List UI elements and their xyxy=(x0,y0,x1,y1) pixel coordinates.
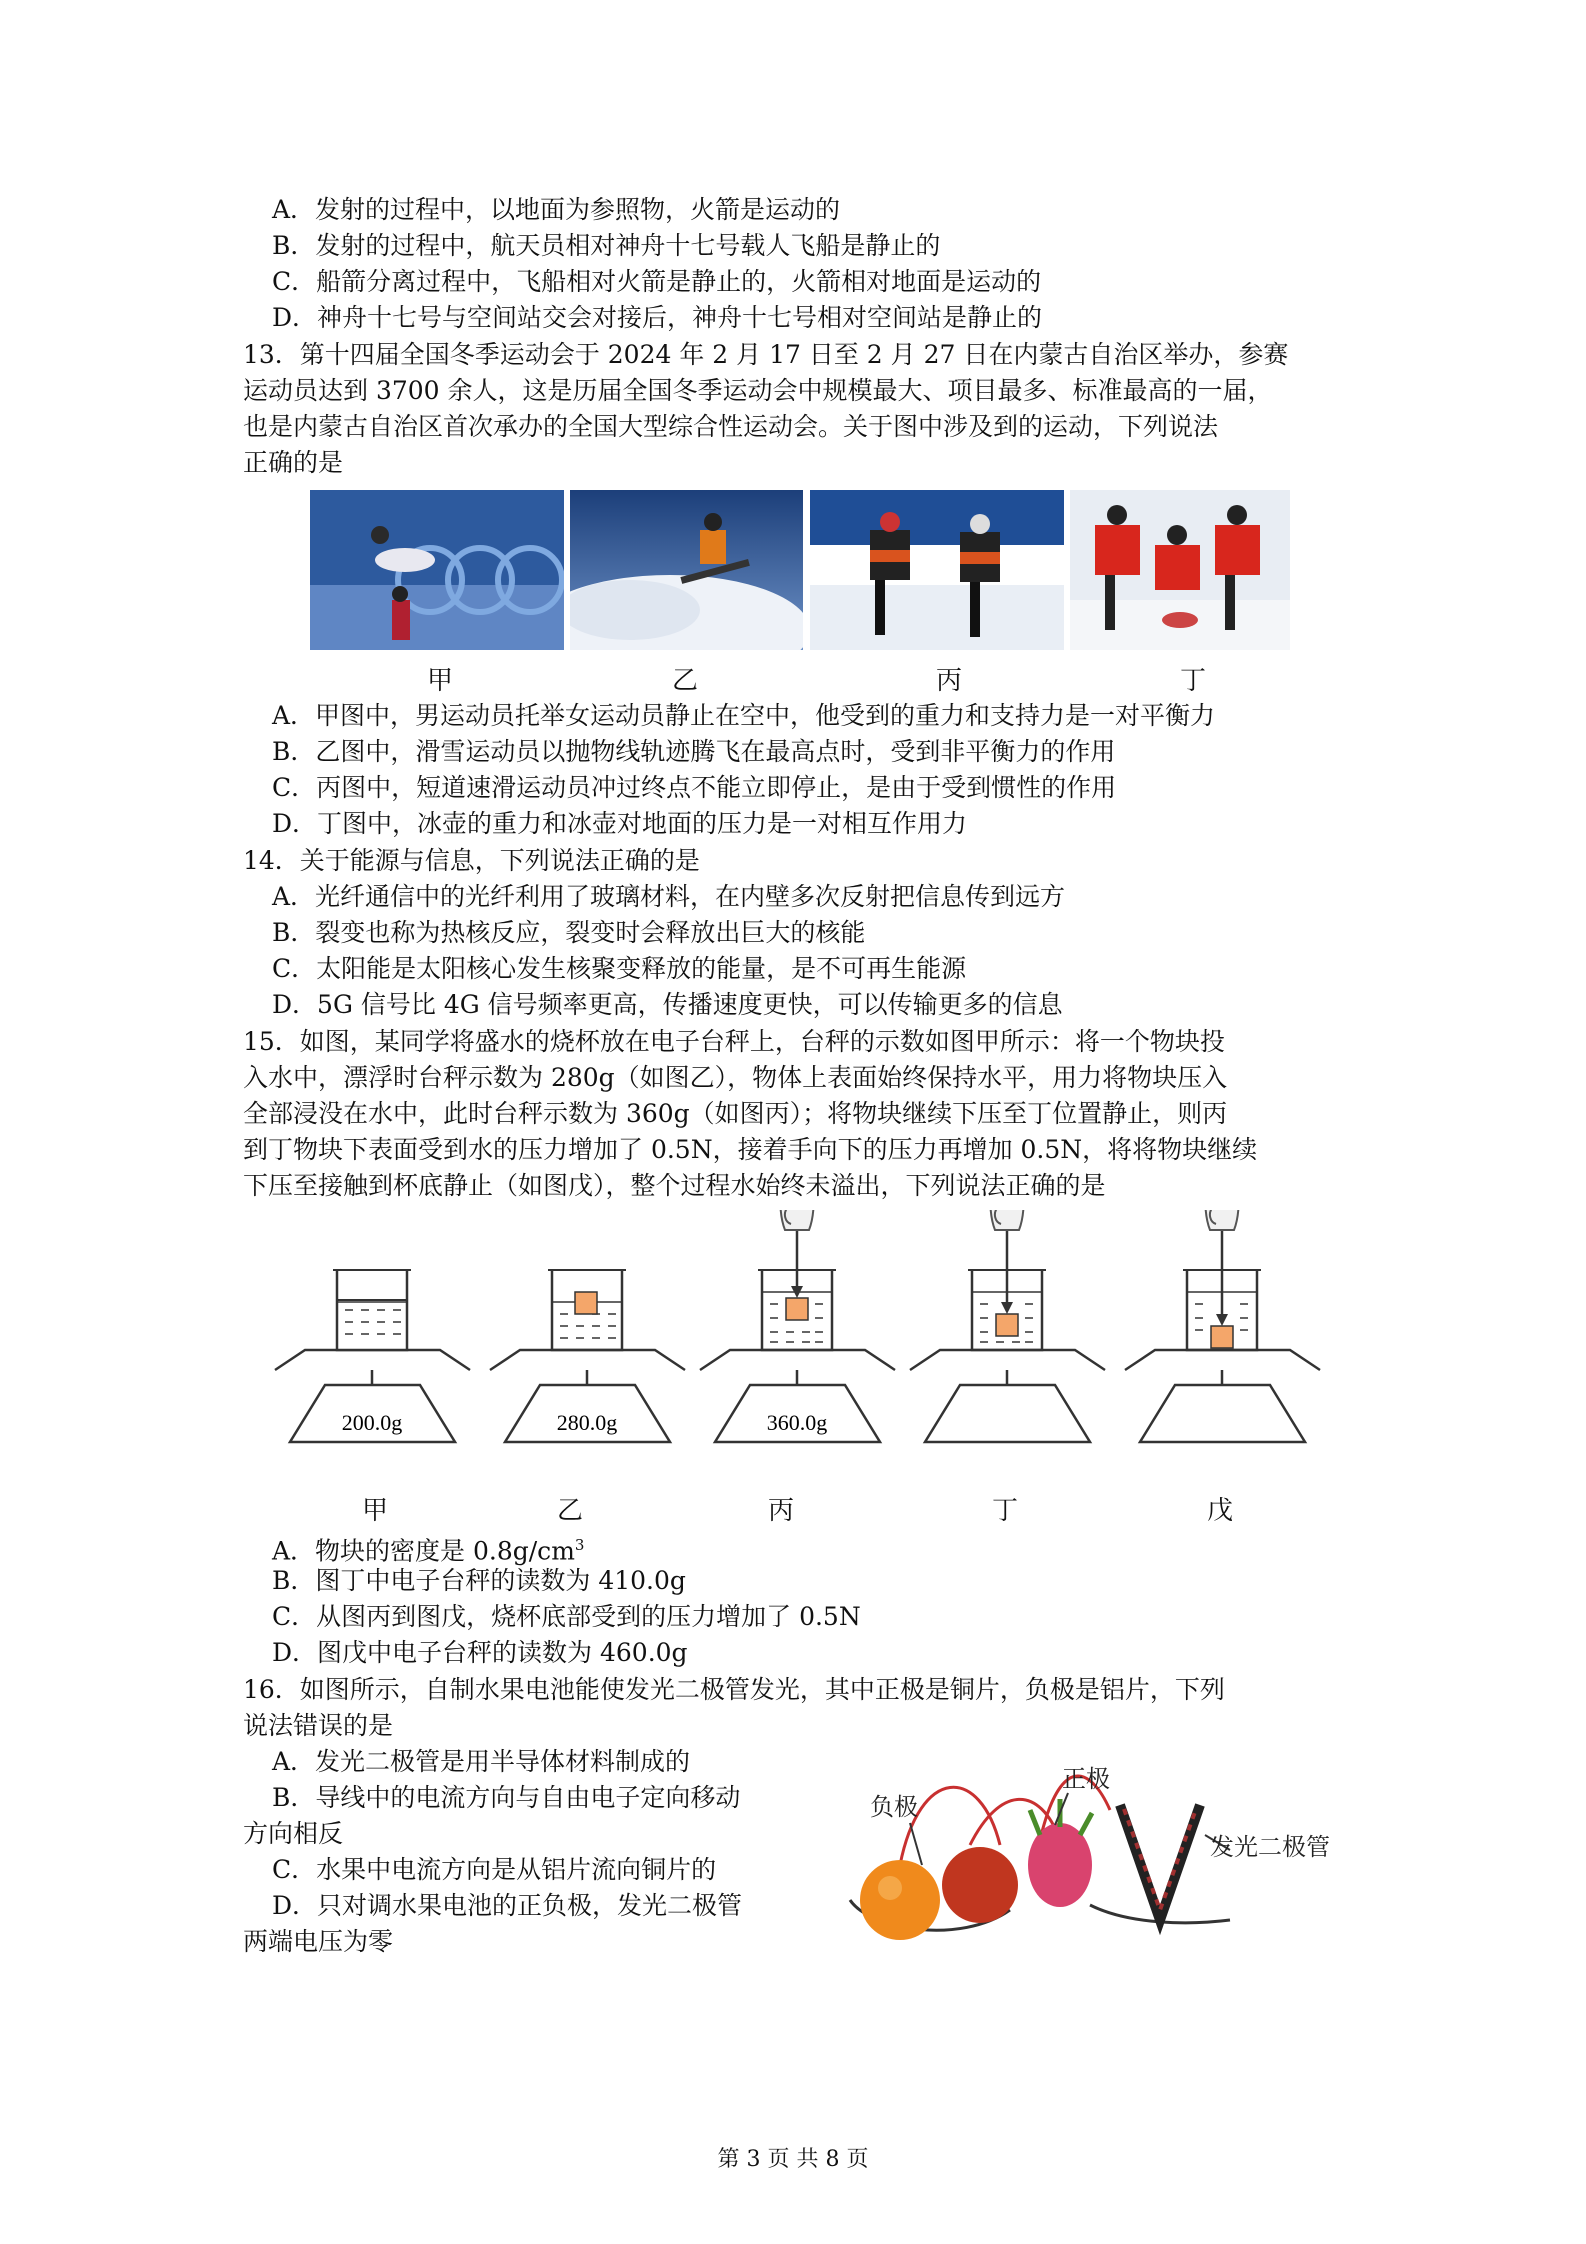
q16-option-a: A．发光二极管是用半导体材料制成的 xyxy=(272,1747,691,1776)
negative-terminal-label: 负极 xyxy=(870,1793,918,1821)
q13-stem-line2: 运动员达到 3700 余人，这是历届全国冬季运动会中规模最大、项目最多、标准最高的一届， xyxy=(243,376,1273,405)
q13-stem-line3: 也是内蒙古自治区首次承办的全国大型综合性运动会。关于图中涉及到的运动，下列说法 xyxy=(243,412,1219,441)
figure-skating-photo xyxy=(310,490,564,650)
q14-option-d: D．5G 信号比 4G 信号频率更高，传播速度更快，可以传输更多的信息 xyxy=(272,990,1063,1019)
scale-wu xyxy=(1125,1210,1320,1442)
beaker-caption-yi: 乙 xyxy=(557,1496,584,1526)
photo-caption-ding: 丁 xyxy=(1180,666,1207,696)
fruit-battery-figure xyxy=(830,1745,1350,1965)
beaker-caption-wu: 戊 xyxy=(1207,1496,1234,1526)
q14-option-c: C．太阳能是太阳核心发生核聚变释放的能量，是不可再生能源 xyxy=(272,954,967,983)
q13-option-c: C．丙图中，短道速滑运动员冲过终点不能立即停止，是由于受到惯性的作用 xyxy=(272,773,1117,802)
scale-bing xyxy=(700,1210,895,1442)
curling-photo xyxy=(1070,490,1290,650)
q15-option-c: C．从图丙到图戊，烧杯底部受到的压力增加了 0.5N xyxy=(272,1602,861,1631)
positive-terminal-label: 正极 xyxy=(1062,1765,1110,1793)
q16-option-c: C．水果中电流方向是从铝片流向铜片的 xyxy=(272,1855,717,1884)
scale-beaker-figure xyxy=(265,1210,1345,1490)
q16-option-d-cont: 两端电压为零 xyxy=(243,1927,394,1956)
scale-ding xyxy=(910,1210,1105,1442)
q15-option-d: D．图戊中电子台秤的读数为 460.0g xyxy=(272,1638,688,1667)
speed-skating-photo xyxy=(810,490,1064,650)
photo-caption-bing: 丙 xyxy=(936,666,963,696)
page-footer: 第 3 页 共 8 页 xyxy=(717,2147,869,2172)
snowboard-photo xyxy=(570,490,803,650)
q13-option-a: A．甲图中，男运动员托举女运动员静止在空中，他受到的重力和支持力是一对平衡力 xyxy=(272,701,1216,730)
photo-caption-yi: 乙 xyxy=(672,666,699,696)
q15-option-b: B．图丁中电子台秤的读数为 410.0g xyxy=(272,1566,686,1595)
q12-option-d: D．神舟十七号与空间站交会对接后，神舟十七号相对空间站是静止的 xyxy=(272,303,1043,332)
q15-stem-line3: 全部浸没在水中，此时台秤示数为 360g（如图丙）；将物块继续下压至丁位置静止，则丙 xyxy=(243,1099,1228,1128)
q15-stem-line1: 15．如图，某同学将盛水的烧杯放在电子台秤上，台秤的示数如图甲所示：将一个物块投 xyxy=(243,1027,1225,1056)
beaker-caption-bing: 丙 xyxy=(768,1496,795,1526)
q16-option-b: B．导线中的电流方向与自由电子定向移动 xyxy=(272,1783,741,1812)
q14-option-a: A．光纤通信中的光纤利用了玻璃材料，在内壁多次反射把信息传到远方 xyxy=(272,882,1066,911)
led-label: 发光二极管 xyxy=(1210,1833,1330,1861)
beaker-caption-ding: 丁 xyxy=(992,1496,1019,1526)
beaker-caption-jia: 甲 xyxy=(362,1496,389,1526)
q16-option-b-cont: 方向相反 xyxy=(243,1819,344,1848)
q16-option-d: D．只对调水果电池的正负极，发光二极管 xyxy=(272,1891,743,1920)
q12-option-a: A．发射的过程中，以地面为参照物，火箭是运动的 xyxy=(272,195,841,224)
q12-option-b: B．发射的过程中，航天员相对神舟十七号载人飞船是静止的 xyxy=(272,231,941,260)
scale-reading-jia: 200.0g xyxy=(341,1410,403,1435)
scale-reading-yi: 280.0g xyxy=(556,1410,618,1435)
q14-option-b: B．裂变也称为热核反应，裂变时会释放出巨大的核能 xyxy=(272,918,866,947)
q13-option-d: D．丁图中，冰壶的重力和冰壶对地面的压力是一对相互作用力 xyxy=(272,809,968,838)
q16-stem-line2: 说法错误的是 xyxy=(243,1711,394,1740)
q15-stem-line4: 到丁物块下表面受到水的压力增加了 0.5N，接着手向下的压力再增加 0.5N，将将物块继续 xyxy=(243,1135,1258,1164)
q15-option-a-text: A．物块的密度是 0.8g/cm xyxy=(272,1536,575,1566)
q15-stem-line5: 下压至接触到杯底静止（如图戊），整个过程水始终未溢出，下列说法正确的是 xyxy=(243,1171,1106,1200)
q13-stem-line1: 13．第十四届全国冬季运动会于 2024 年 2 月 17 日至 2 月 27 日在内蒙古自治区举办，参赛 xyxy=(243,340,1289,369)
q13-option-b: B．乙图中，滑雪运动员以抛物线轨迹腾飞在最高点时，受到非平衡力的作用 xyxy=(272,737,1116,766)
q16-stem-line1: 16．如图所示，自制水果电池能使发光二极管发光，其中正极是铜片，负极是铝片，下列 xyxy=(243,1675,1225,1704)
q14-stem: 14．关于能源与信息，下列说法正确的是 xyxy=(243,846,700,875)
q15-option-a-superscript: 3 xyxy=(574,1536,585,1554)
q12-option-c: C．船箭分离过程中，飞船相对火箭是静止的，火箭相对地面是运动的 xyxy=(272,267,1042,296)
scale-reading-bing: 360.0g xyxy=(766,1410,828,1435)
q15-stem-line2: 入水中，漂浮时台秤示数为 280g（如图乙），物体上表面始终保持水平，用力将物块压入 xyxy=(243,1063,1228,1092)
q13-stem-line4: 正确的是 xyxy=(243,448,344,477)
photo-caption-jia: 甲 xyxy=(427,666,454,696)
